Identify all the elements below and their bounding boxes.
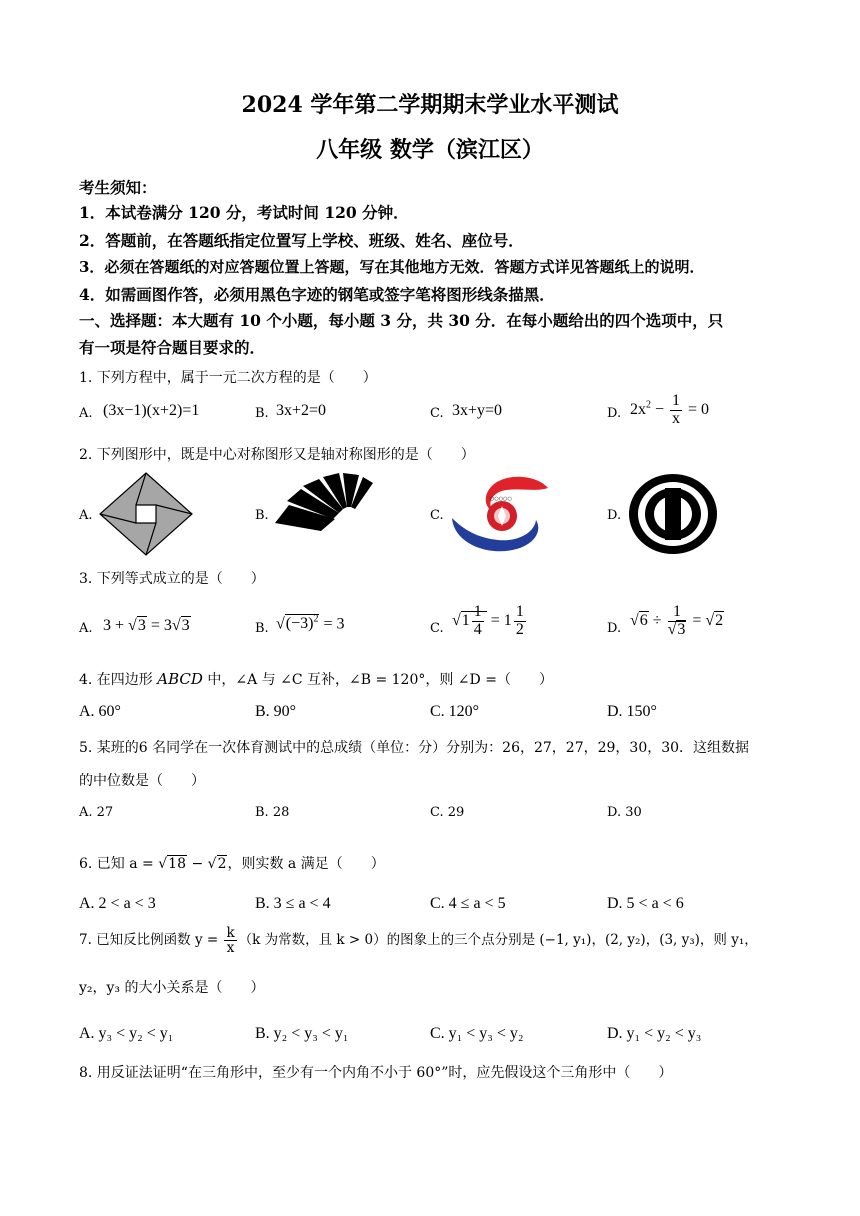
s-emblem-figure: [450, 474, 550, 554]
question-8-stem: 8. 用反证法证明“在三角形中，至少有一个内角不小于 60°”时，应先假设这个三角形中（ ）: [79, 1065, 673, 1081]
question-2-stem: 2. 下列图形中，既是中心对称图形又是轴对称图形的是（ ）: [79, 447, 475, 463]
q4-option-c: C. 120°: [430, 703, 480, 720]
notice-heading: 考生须知：: [79, 178, 157, 197]
question-7-stem: 7. 已知反比例函数 y = $\frac{k}{x}$ （k 为常数，且 k > 0）的图象上的三个点分别是 (−1, y₁)，(2, y₂)，(3, y₃)，则 y₁，: [79, 925, 758, 957]
q1-option-b-label: B.: [255, 406, 269, 421]
question-5-stem-cont: 的中位数是（ ）: [79, 773, 205, 789]
q4-option-d: D. 150°: [607, 703, 657, 720]
q5-option-d: D. 30: [607, 805, 642, 820]
q3-option-a: 3 + √3 = 3√3: [103, 617, 190, 634]
q3-option-d: √6 ÷ $\frac{1}{√3}$ = √2: [630, 603, 724, 638]
q4-option-b: B. 90°: [255, 703, 297, 720]
question-6-stem: 6. 已知 a = √18 − √2，则实数 a 满足（ ）: [79, 856, 385, 872]
q3-option-c-label: C.: [430, 621, 444, 636]
circle-emblem-figure: [627, 472, 719, 556]
question-3-stem: 3. 下列等式成立的是（ ）: [79, 571, 265, 587]
q2-option-b-label: B.: [255, 508, 269, 523]
q3-option-d-label: D.: [607, 621, 622, 636]
page-subtitle: 八年级 数学（滨江区）: [316, 137, 544, 163]
q7-option-b: B. y₂ < y₃ < y₁: [255, 1025, 349, 1042]
q3-option-b-label: B.: [255, 621, 269, 636]
pinwheel-square-figure: [98, 471, 194, 557]
question-1-stem: 1. 下列方程中，属于一元二次方程的是（ ）: [79, 370, 377, 386]
q6-option-a: A. 2 < a < 3: [79, 895, 156, 912]
question-4-stem: 4. 在四边形 ABCD 中，∠A 与 ∠C 互补，∠B = 120°，则 ∠D =（ ）: [79, 670, 553, 688]
q1-option-d: $2x^2$ − $\frac{1}{x}$ = 0: [630, 392, 710, 427]
notice-item: 1．本试卷满分 120 分，考试时间 120 分钟．: [79, 203, 409, 222]
q5-option-a: A. 27: [79, 805, 114, 820]
q7-option-a: A. y₃ < y₂ < y₁: [79, 1025, 174, 1042]
q5-option-c: C. 29: [430, 805, 465, 820]
notice-item: 4．如需画图作答，必须用黑色字迹的钢笔或签字笔将图形线条描黑．: [79, 285, 555, 304]
q6-option-b: B. 3 ≤ a < 4: [255, 895, 331, 912]
q5-option-b: B. 28: [255, 805, 290, 820]
question-7-stem-cont: y₂，y₃ 的大小关系是（ ）: [79, 980, 265, 996]
q1-option-d-label: D.: [607, 406, 622, 421]
fan-blades-figure: [273, 471, 375, 533]
q6-option-d: D. 5 < a < 6: [607, 895, 684, 912]
q4-option-a: A. 60°: [79, 703, 121, 720]
notice-item: 3．必须在答题纸的对应答题位置上答题，写在其他地方无效．答题方式详见答题纸上的说明．: [79, 258, 705, 276]
q2-option-c-label: C.: [430, 508, 444, 523]
q3-option-a-label: A.: [79, 621, 93, 636]
q7-option-d: D. y₁ < y₂ < y₃: [607, 1025, 702, 1042]
q3-option-b: $√(-3)^2 = 3$: [276, 614, 345, 633]
q1-option-b: 3x+2=0: [276, 402, 327, 419]
q3-option-c: √1 $\frac{1}{4}$ = 1 $\frac{1}{2}$: [452, 603, 524, 638]
question-5-stem: 5. 某班的6 名同学在一次体育测试中的总成绩（单位：分）分别为：26，27，27，29，30，30．这组数据: [79, 740, 750, 756]
q6-option-c: C. 4 ≤ a < 5: [430, 895, 506, 912]
section-heading: 一、选择题：本大题有 10 个小题，每小题 3 分，共 30 分．在每小题给出的四个选项中，只: [79, 311, 724, 330]
q7-option-c: C. y₁ < y₃ < y₂: [430, 1025, 524, 1042]
q1-option-c-label: C.: [430, 406, 444, 421]
page-title: 2024 学年第二学期期末学业水平测试: [241, 92, 619, 118]
q1-option-a-label: A.: [79, 406, 93, 421]
q2-option-d-label: D.: [607, 508, 622, 523]
q1-option-c: 3x+y=0: [452, 402, 503, 419]
q2-option-a-label: A.: [79, 508, 93, 523]
section-heading-cont: 有一项是符合题目要求的．: [79, 338, 266, 357]
svg-text:○○○○○: ○○○○○: [490, 496, 512, 502]
q1-option-a: (3x−1)(x+2)=1: [103, 402, 200, 419]
notice-item: 2．答题前，在答题纸指定位置写上学校、班级、姓名、座位号．: [79, 231, 524, 250]
